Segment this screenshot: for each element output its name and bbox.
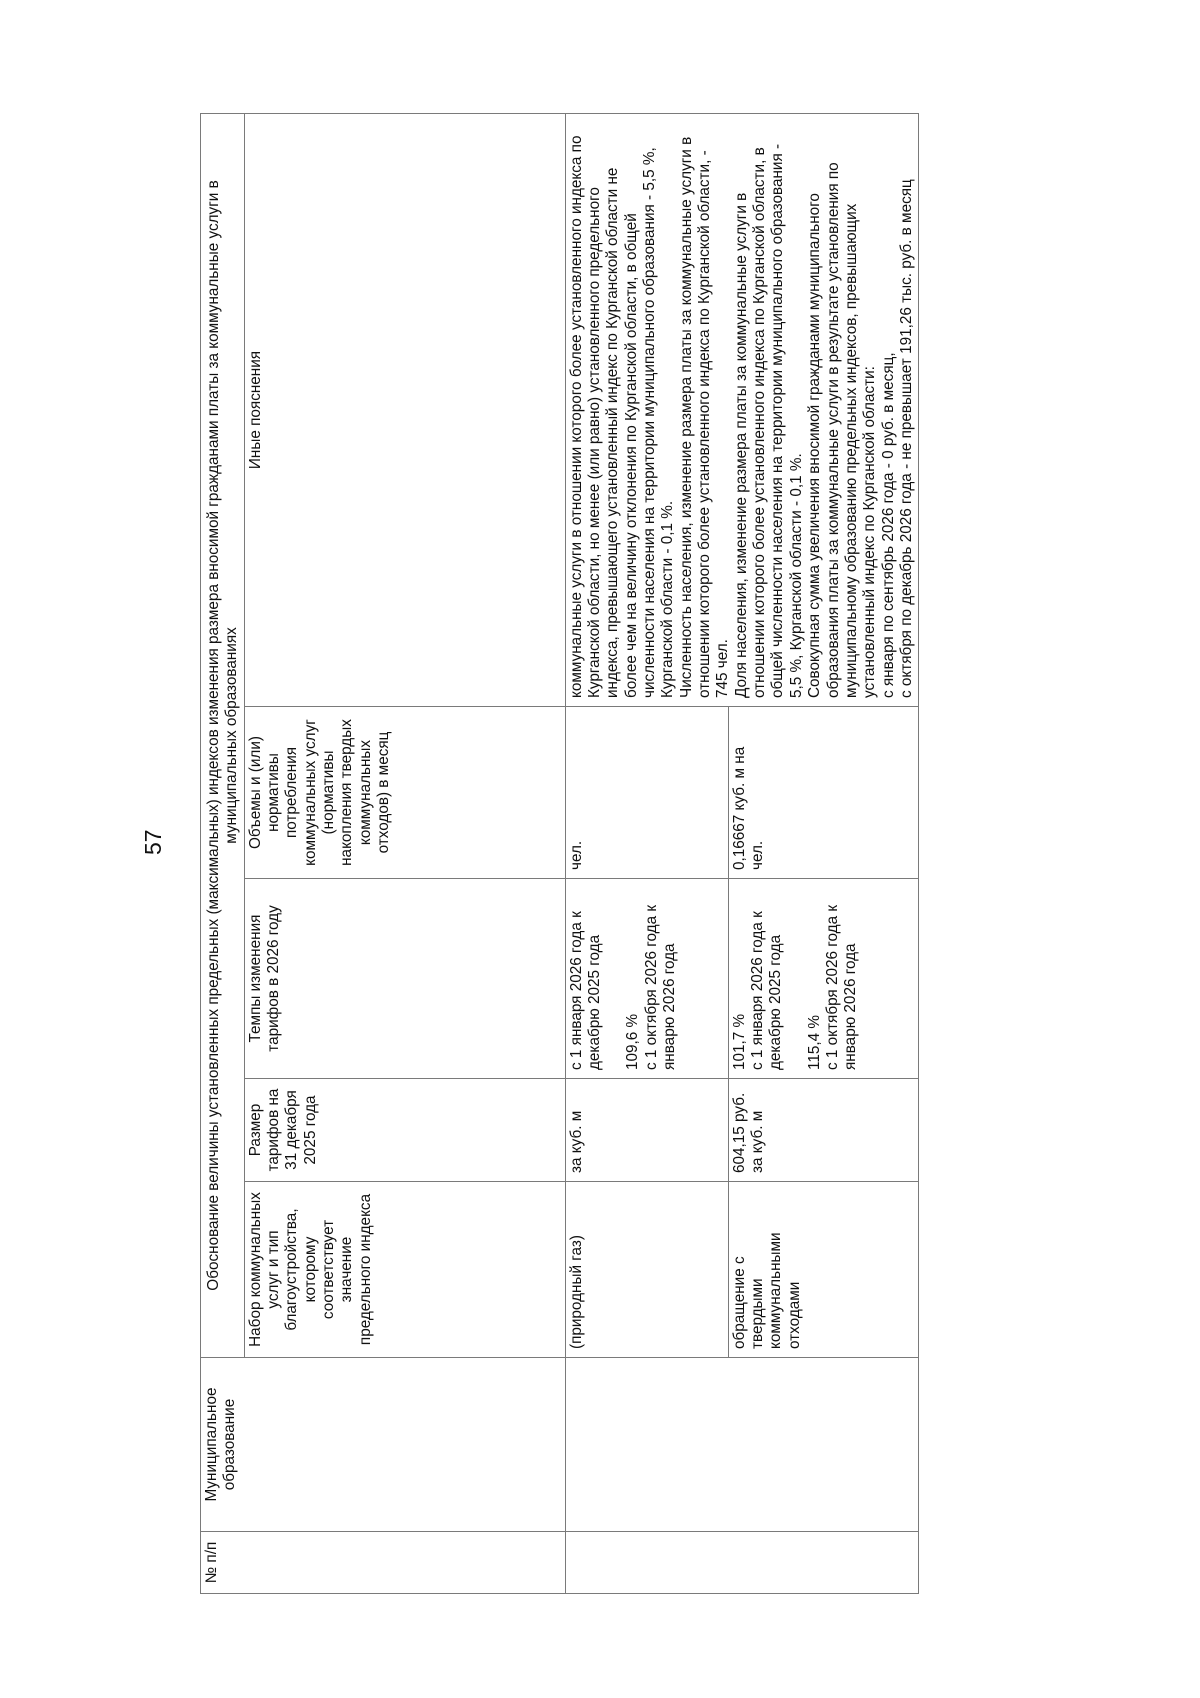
rate-period: с 1 января 2026 года к декабрю 2025 года xyxy=(567,911,604,1070)
page-number: 57 xyxy=(140,829,166,855)
cell-service: обращение с твердыми коммунальными отходами xyxy=(728,1182,919,1358)
cell-service: (природный газ) xyxy=(565,1182,728,1358)
cell-tariff: 604,15 руб. за куб. м xyxy=(728,1079,919,1182)
cell-number xyxy=(565,1532,919,1594)
header-number: № п/п xyxy=(201,1532,566,1594)
rate-period: с 1 октября 2026 года к январю 2026 года xyxy=(642,904,679,1070)
cell-rates xyxy=(565,879,728,1079)
table-row xyxy=(565,113,728,1593)
rate-period: с 1 октября 2026 года к январю 2026 года xyxy=(824,904,860,1070)
cell-rates xyxy=(728,879,919,1079)
rate-value: 101,7 % xyxy=(730,1013,748,1070)
cell-tariff: за куб. м xyxy=(565,1079,728,1182)
cell-volume: 0,16667 куб. м на чел. xyxy=(728,707,919,879)
header-notes: Иные пояснения xyxy=(244,113,565,706)
table-title: Обоснование величины установленных предельных (максимальных) индексов изменения размера вносимой гражданами платы за коммунальные услуги в муниципальных образованиях xyxy=(201,113,245,1357)
header-services: Набор коммунальных услуг и тип благоустройства, которому соответствует значение предельного индекса xyxy=(244,1182,565,1358)
tariff-index-table xyxy=(200,113,919,1594)
note-paragraph: Численность населения, изменение размера платы за коммунальные услуги в отношении которого более установленного индекса по Курганской области, - 745 чел. xyxy=(677,136,732,698)
rotated-page-content xyxy=(200,114,1120,1594)
header-volumes: Объемы и (или) нормативы потребления коммунальных услуг (нормативы накопления твердых коммунальных отходов) в месяц xyxy=(244,707,565,879)
note-paragraph: Совокупная сумма увеличения вносимой гражданами муниципального образования платы за коммунальные услуги в результате установления по муниципальному образованию предельных индексов, превышающих установленный индекс по Курганской области: xyxy=(806,162,879,698)
note-paragraph: коммунальные услуги в отношении которого более установленного индекса по Курганской области, но менее (или равно) установленного предельного индекса, превышающего установленный индекс по Курганской области не более чем на величину отклонения по Курганской области, в общей численности населения на территории муниципального образования - 5,5 %, Курганской области - 0,1 %. xyxy=(567,135,677,698)
note-paragraph: Доля населения, изменение размера платы за коммунальные услуги в отношении которого более установленного индекса по Курганской области, в общей численности населения на территории муниципального образования - 5,5 %, Курганской области - 0,1 %. xyxy=(732,143,805,698)
header-tariff-rates: Темпы изменения тарифов в 2026 году xyxy=(244,879,565,1079)
header-municipality: Муниципальное образование xyxy=(201,1358,566,1532)
rate-value: 109,6 % xyxy=(624,1013,642,1070)
cell-municipality xyxy=(565,1358,919,1532)
cell-notes xyxy=(565,113,919,706)
rate-period: с 1 января 2026 года к декабрю 2025 года xyxy=(749,911,785,1070)
note-paragraph: с октября по декабрь 2026 года - не превышает 191,26 тыс. руб. в месяц xyxy=(897,179,915,698)
header-tariff-size: Размер тарифов на 31 декабря 2025 года xyxy=(244,1079,565,1182)
note-paragraph: с января по сентябрь 2026 года - 0 руб. в месяц, xyxy=(879,352,897,698)
rate-value: 115,4 % xyxy=(805,1015,823,1070)
cell-volume: чел. xyxy=(565,707,728,879)
